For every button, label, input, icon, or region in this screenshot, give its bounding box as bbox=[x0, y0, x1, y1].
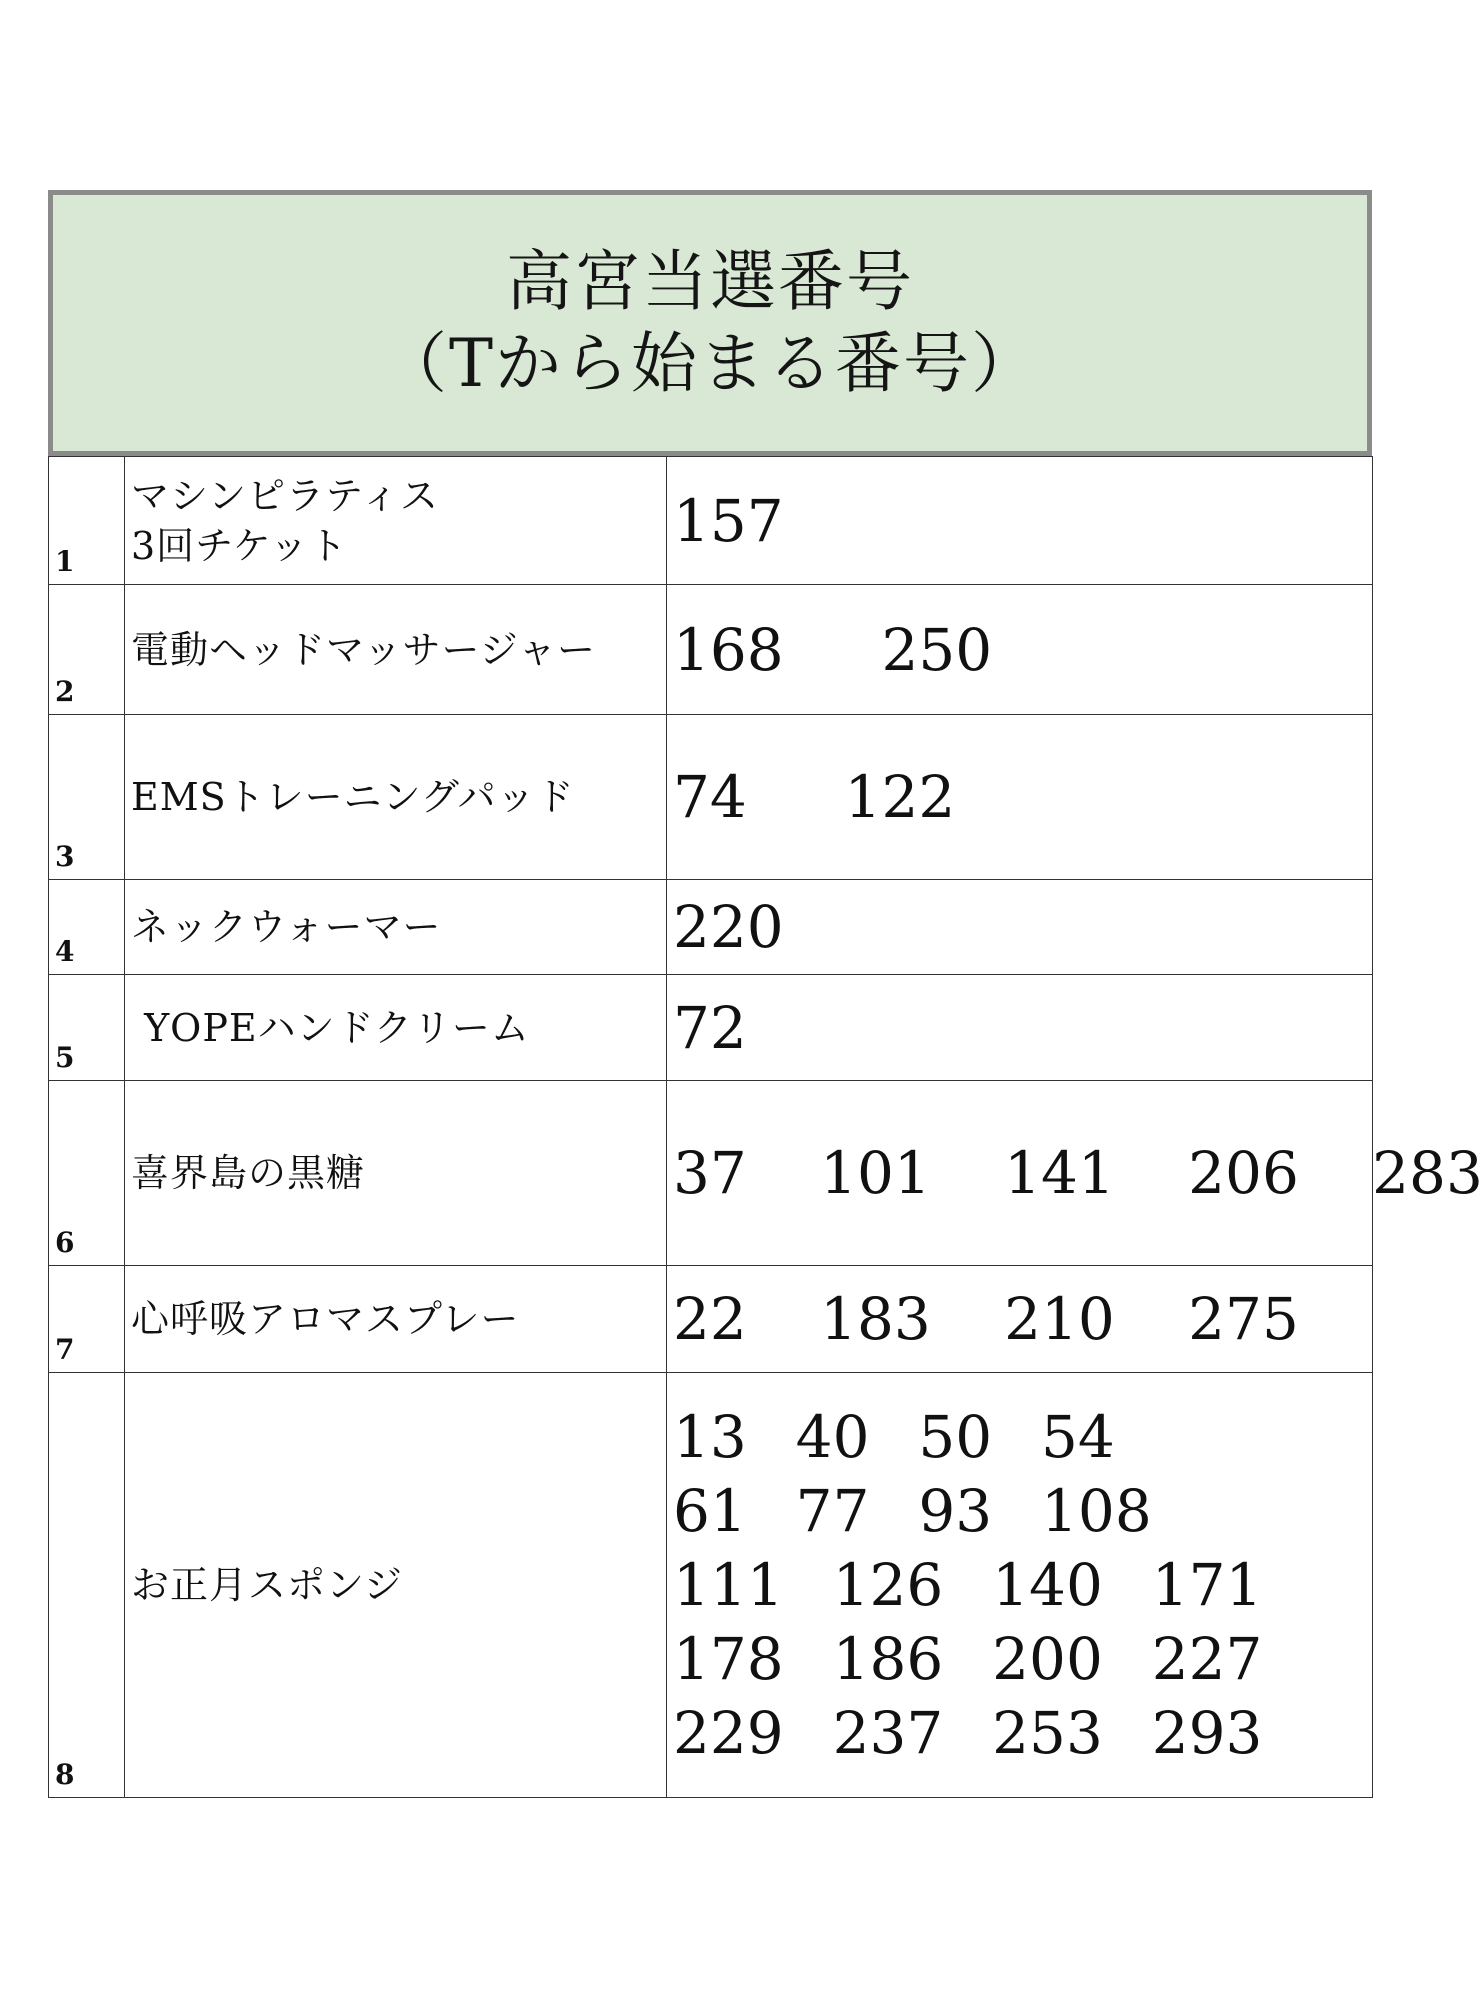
row-index: 1 bbox=[49, 457, 125, 585]
prize-name: YOPEハンドクリーム bbox=[125, 975, 667, 1081]
table-row bbox=[49, 1081, 1373, 1266]
prize-name: 心呼吸アロマスプレー bbox=[125, 1266, 667, 1373]
page-title: 高宮当選番号 bbox=[506, 243, 914, 320]
winning-numbers-sheet bbox=[48, 190, 1483, 1798]
table-row bbox=[49, 1373, 1373, 1798]
winning-numbers: 72 bbox=[667, 975, 1373, 1081]
prize-name: EMSトレーニングパッド bbox=[125, 715, 667, 880]
prize-name: 電動ヘッドマッサージャー bbox=[125, 585, 667, 715]
winning-numbers: 168 250 bbox=[667, 585, 1373, 715]
winning-numbers: 74 122 bbox=[667, 715, 1373, 880]
row-index: 8 bbox=[49, 1373, 125, 1798]
row-index: 4 bbox=[49, 880, 125, 975]
winning-numbers: 37 101 141 206 283 bbox=[667, 1081, 1373, 1266]
table-row bbox=[49, 585, 1373, 715]
table-row bbox=[49, 975, 1373, 1081]
row-index: 5 bbox=[49, 975, 125, 1081]
title-box bbox=[48, 190, 1372, 456]
table-row bbox=[49, 457, 1373, 585]
table-row bbox=[49, 880, 1373, 975]
row-index: 3 bbox=[49, 715, 125, 880]
prize-name: お正月スポンジ bbox=[125, 1373, 667, 1798]
prize-name: ネックウォーマー bbox=[125, 880, 667, 975]
winning-numbers: 157 bbox=[667, 457, 1373, 585]
winning-numbers: 220 bbox=[667, 880, 1373, 975]
prize-table bbox=[48, 456, 1483, 1798]
prize-name: マシンピラティス 3回チケット bbox=[125, 457, 667, 585]
row-index: 7 bbox=[49, 1266, 125, 1373]
winning-numbers: 13 40 50 54 61 77 93 108 111 126 140 171 178 186 200 227 229 237 253 293 bbox=[667, 1373, 1373, 1798]
row-index: 6 bbox=[49, 1081, 125, 1266]
table-row bbox=[49, 1266, 1373, 1373]
table-row bbox=[49, 715, 1373, 880]
winning-numbers: 22 183 210 275 bbox=[667, 1266, 1373, 1373]
prize-name: 喜界島の黒糖 bbox=[125, 1081, 667, 1266]
page-subtitle: （Tから始まる番号） bbox=[380, 325, 1040, 402]
row-index: 2 bbox=[49, 585, 125, 715]
